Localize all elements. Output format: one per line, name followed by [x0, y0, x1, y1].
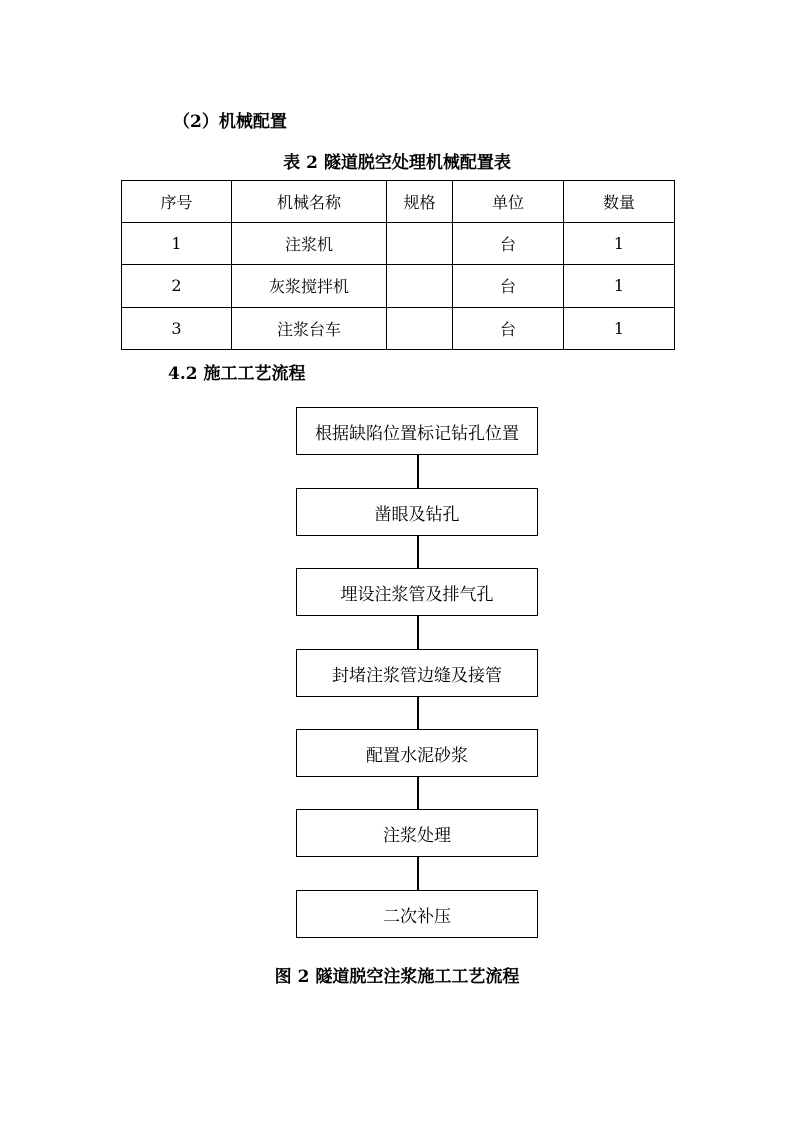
flow-connector: [417, 616, 419, 649]
flow-connector: [417, 697, 419, 729]
table-row: [122, 223, 675, 265]
table-cell: [387, 223, 453, 265]
table-cell: 台: [453, 265, 564, 307]
header-cell: 规格: [387, 181, 453, 223]
section-heading: 4.2 施工工艺流程: [168, 364, 306, 384]
flow-connector: [417, 455, 419, 488]
table-cell: 台: [453, 307, 564, 349]
figure-caption: 图 2 隧道脱空注浆施工工艺流程: [274, 967, 520, 987]
table-cell: 1: [564, 265, 675, 307]
table-cell: 1: [564, 307, 675, 349]
table-row: [122, 265, 675, 307]
table-header-row: [122, 181, 675, 223]
table-cell: 1: [122, 223, 232, 265]
flow-connector: [417, 777, 419, 809]
flow-step-6: 注浆处理: [296, 809, 538, 857]
header-cell: 机械名称: [232, 181, 387, 223]
table-row: [122, 307, 675, 349]
table-cell: 1: [564, 223, 675, 265]
table-cell: 3: [122, 307, 232, 349]
flow-step-1: 根据缺陷位置标记钻孔位置: [296, 407, 538, 455]
flow-step-5: 配置水泥砂浆: [296, 729, 538, 777]
equipment-table: [121, 180, 675, 350]
table-cell: 注浆台车: [232, 307, 387, 349]
table-cell: 台: [453, 223, 564, 265]
table-cell: 2: [122, 265, 232, 307]
flow-step-3: 埋设注浆管及排气孔: [296, 568, 538, 616]
table-cell: 灰浆搅拌机: [232, 265, 387, 307]
flow-step-2: 凿眼及钻孔: [296, 488, 538, 536]
header-cell: 序号: [122, 181, 232, 223]
table-cell: [387, 307, 453, 349]
table-caption: 表 2 隧道脱空处理机械配置表: [283, 153, 511, 173]
sub-heading: （2）机械配置: [173, 112, 287, 132]
flow-step-7: 二次补压: [296, 890, 538, 938]
header-cell: 数量: [564, 181, 675, 223]
flow-connector: [417, 536, 419, 568]
flow-connector: [417, 857, 419, 890]
header-cell: 单位: [453, 181, 564, 223]
table-cell: 注浆机: [232, 223, 387, 265]
table-cell: [387, 265, 453, 307]
flow-step-4: 封堵注浆管边缝及接管: [296, 649, 538, 697]
